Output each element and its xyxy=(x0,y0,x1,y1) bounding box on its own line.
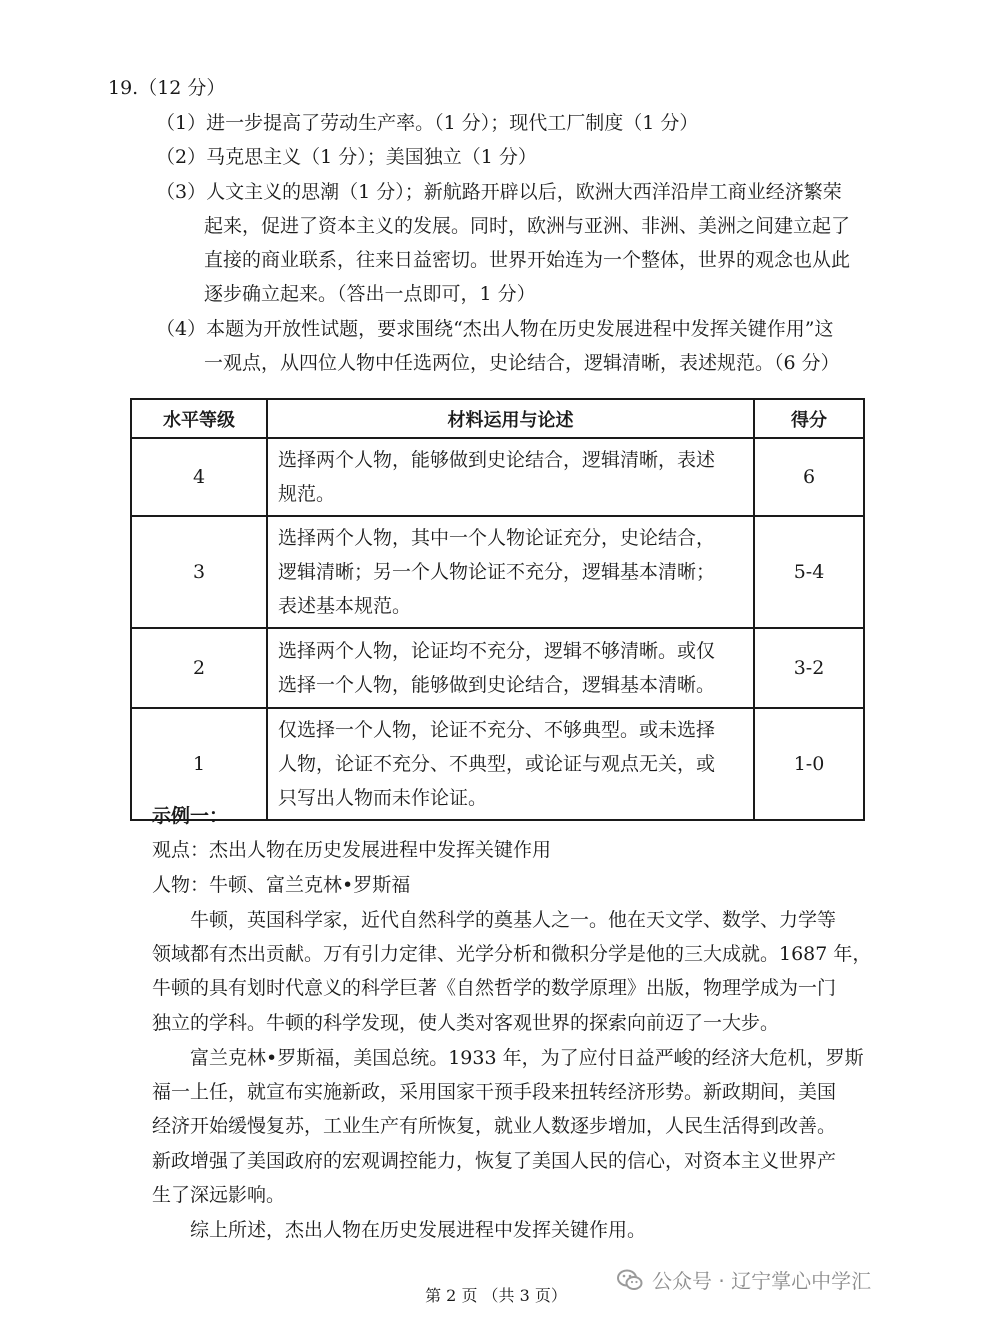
question-header: 19.（12 分） xyxy=(108,77,226,99)
roosevelt-para-line: 生了深远影响。 xyxy=(152,1184,286,1206)
grading-table xyxy=(130,398,865,821)
description-line: 人物，论证不充分、不典型，或论证与观点无关，或 xyxy=(278,753,716,775)
item-3-line-1: （3）人文主义的思潮（1 分）；新航路开辟以后，欧洲大西洋沿岸工商业经济繁荣 xyxy=(156,181,842,203)
item-3-line-2: 起来，促进了资本主义的发展。同时，欧洲与亚洲、非洲、美洲之间建立起了 xyxy=(204,215,851,237)
roosevelt-para-line: 福一上任，就宣布实施新政，采用国家干预手段来扭转经济形势。新政期间，美国 xyxy=(152,1081,837,1103)
description-line: 仅选择一个人物，论证不充分、不够典型。或未选择 xyxy=(278,719,716,741)
description-line: 选择两个人物，论证均不充分，逻辑不够清晰。或仅 xyxy=(278,640,716,662)
example-figures: 人物：牛顿、富兰克林•罗斯福 xyxy=(152,874,411,896)
table-row xyxy=(131,438,864,516)
item-4-line-1: （4）本题为开放性试题，要求围绕“杰出人物在历史发展进程中发挥关键作用”这 xyxy=(156,318,834,340)
page-footer: 第 2 页 （共 3 页） xyxy=(425,1286,567,1305)
roosevelt-para-line: 经济开始缓慢复苏，工业生产有所恢复，就业人数逐步增加，人民生活得到改善。 xyxy=(152,1115,837,1137)
description-line: 规范。 xyxy=(278,483,336,505)
score-cell: 6 xyxy=(754,438,864,516)
conclusion: 综上所述，杰出人物在历史发展进程中发挥关键作用。 xyxy=(190,1219,647,1241)
newton-para-line: 独立的学科。牛顿的科学发现，使人类对客观世界的探索向前迈了一大步。 xyxy=(152,1012,780,1034)
level-cell: 3 xyxy=(131,516,267,628)
table-row xyxy=(131,628,864,708)
description-line: 逻辑清晰；另一个人物论证不充分，逻辑基本清晰； xyxy=(278,561,716,583)
item-3-line-3: 直接的商业联系，往来日益密切。世界开始连为一个整体，世界的观念也从此 xyxy=(204,249,851,271)
description-line: 表述基本规范。 xyxy=(278,595,412,617)
description-line: 选择一个人物，能够做到史论结合，逻辑基本清晰。 xyxy=(278,674,716,696)
description-cell xyxy=(267,438,754,516)
header-description: 材料运用与论述 xyxy=(267,399,754,438)
score-cell: 3-2 xyxy=(754,628,864,708)
description-cell xyxy=(267,516,754,628)
description-line: 只写出人物而未作论证。 xyxy=(278,787,488,809)
item-2: （2）马克思主义（1 分）；美国独立（1 分） xyxy=(156,146,537,168)
table-row xyxy=(131,516,864,628)
header-level: 水平等级 xyxy=(131,399,267,438)
level-cell: 2 xyxy=(131,628,267,708)
table-header-row xyxy=(131,399,864,438)
watermark-text: 公众号 · 辽宁掌心中学汇 xyxy=(652,1269,872,1293)
roosevelt-para-line: 新政增强了美国政府的宏观调控能力，恢复了美国人民的信心，对资本主义世界产 xyxy=(152,1150,837,1172)
description-cell xyxy=(267,708,754,820)
newton-para-line: 牛顿的具有划时代意义的科学巨著《自然哲学的数学原理》出版，物理学成为一门 xyxy=(152,977,837,999)
description-cell xyxy=(267,628,754,708)
newton-para-line: 领域都有杰出贡献。万有引力定律、光学分析和微积分学是他的三大成就。1687 年， xyxy=(152,943,872,965)
score-cell: 1-0 xyxy=(754,708,864,820)
item-3-line-4: 逐步确立起来。（答出一点即可，1 分） xyxy=(204,283,536,305)
newton-para-line: 牛顿，英国科学家，近代自然科学的奠基人之一。他在天文学、数学、力学等 xyxy=(190,909,837,931)
description-line: 选择两个人物，其中一个人物论证充分，史论结合， xyxy=(278,527,716,549)
level-cell: 1 xyxy=(131,708,267,820)
item-1: （1）进一步提高了劳动生产率。（1 分）；现代工厂制度（1 分） xyxy=(156,112,699,134)
level-cell: 4 xyxy=(131,438,267,516)
example-title: 示例一： xyxy=(152,805,229,827)
header-score: 得分 xyxy=(754,399,864,438)
score-cell: 5-4 xyxy=(754,516,864,628)
roosevelt-para-line: 富兰克林•罗斯福，美国总统。1933 年，为了应付日益严峻的经济大危机，罗斯 xyxy=(190,1047,864,1069)
description-line: 选择两个人物，能够做到史论结合，逻辑清晰，表述 xyxy=(278,449,716,471)
example-viewpoint: 观点：杰出人物在历史发展进程中发挥关键作用 xyxy=(152,839,552,861)
item-4-line-2: 一观点，从四位人物中任选两位，史论结合，逻辑清晰，表述规范。（6 分） xyxy=(204,352,840,374)
table-row xyxy=(131,708,864,820)
